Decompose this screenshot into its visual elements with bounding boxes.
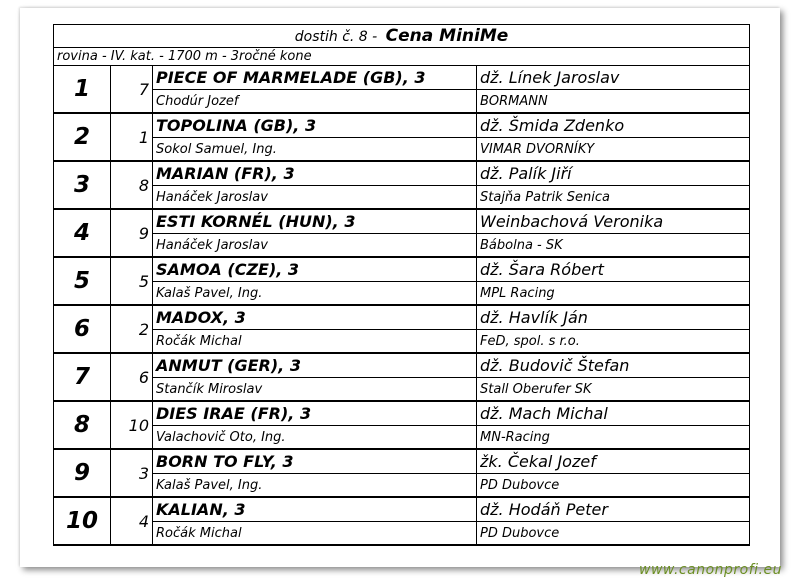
- race-label: dostih č. 8 -: [294, 29, 378, 45]
- finish-position: 3: [54, 161, 111, 209]
- result-subrow: [54, 426, 750, 450]
- owner-name: MPL Racing: [477, 282, 750, 306]
- trainer-name: Valachovič Oto, Ing.: [153, 426, 477, 450]
- result-row: [54, 449, 750, 474]
- result-subrow: [54, 474, 750, 498]
- start-number: 2: [111, 305, 153, 353]
- result-row: [54, 257, 750, 282]
- horse-name: TOPOLINA (GB), 3: [153, 113, 477, 138]
- horse-name: MARIAN (FR), 3: [153, 161, 477, 186]
- result-row: [54, 113, 750, 138]
- trainer-name: Hanáček Jaroslav: [153, 234, 477, 258]
- jockey-name: dž. Havlík Ján: [477, 305, 750, 330]
- result-subrow: [54, 138, 750, 162]
- finish-position: 10: [54, 497, 111, 545]
- trainer-name: Ročák Michal: [153, 330, 477, 354]
- finish-position: 6: [54, 305, 111, 353]
- jockey-name: dž. Budovič Štefan: [477, 353, 750, 378]
- race-title: [54, 25, 750, 48]
- owner-name: Stall Oberufer SK: [477, 378, 750, 402]
- result-subrow: [54, 234, 750, 258]
- finish-position: 9: [54, 449, 111, 497]
- horse-name: PIECE OF MARMELADE (GB), 3: [153, 66, 477, 90]
- watermark: www.canonprofi.eu: [639, 562, 782, 578]
- finish-position: 5: [54, 257, 111, 305]
- jockey-name: dž. Hodáň Peter: [477, 497, 750, 522]
- trainer-name: Stančík Miroslav: [153, 378, 477, 402]
- result-subrow: [54, 282, 750, 306]
- finish-position: 8: [54, 401, 111, 449]
- finish-position: 2: [54, 113, 111, 161]
- start-number: 8: [111, 161, 153, 209]
- jockey-name: dž. Šara Róbert: [477, 257, 750, 282]
- start-number: 3: [111, 449, 153, 497]
- finish-position: 4: [54, 209, 111, 257]
- owner-name: MN-Racing: [477, 426, 750, 450]
- jockey-name: dž. Mach Michal: [477, 401, 750, 426]
- jockey-name: dž. Palík Jiří: [477, 161, 750, 186]
- result-row: [54, 401, 750, 426]
- race-title-row: [54, 25, 750, 48]
- owner-name: PD Dubovce: [477, 474, 750, 498]
- jockey-name: Weinbachová Veronika: [477, 209, 750, 234]
- horse-name: MADOX, 3: [153, 305, 477, 330]
- start-number: 7: [111, 66, 153, 114]
- finish-position: 1: [54, 66, 111, 114]
- start-number: 5: [111, 257, 153, 305]
- start-number: 10: [111, 401, 153, 449]
- owner-name: FeD, spol. s r.o.: [477, 330, 750, 354]
- result-subrow: [54, 330, 750, 354]
- jockey-name: dž. Línek Jaroslav: [477, 66, 750, 90]
- result-row: [54, 305, 750, 330]
- owner-name: VIMAR DVORNÍKY: [477, 138, 750, 162]
- trainer-name: Sokol Samuel, Ing.: [153, 138, 477, 162]
- result-row: [54, 66, 750, 90]
- trainer-name: Kalaš Pavel, Ing.: [153, 474, 477, 498]
- owner-name: PD Dubovce: [477, 522, 750, 546]
- result-row: [54, 353, 750, 378]
- trainer-name: Ročák Michal: [153, 522, 477, 546]
- result-row: [54, 209, 750, 234]
- race-name: Cena MiniMe: [385, 26, 509, 46]
- trainer-name: Chodúr Jozef: [153, 90, 477, 114]
- result-subrow: [54, 378, 750, 402]
- horse-name: KALIAN, 3: [153, 497, 477, 522]
- results-table: [53, 24, 750, 546]
- horse-name: SAMOA (CZE), 3: [153, 257, 477, 282]
- horse-name: ESTI KORNÉL (HUN), 3: [153, 209, 477, 234]
- owner-name: BORMANN: [477, 90, 750, 114]
- owner-name: Bábolna - SK: [477, 234, 750, 258]
- horse-name: DIES IRAE (FR), 3: [153, 401, 477, 426]
- start-number: 6: [111, 353, 153, 401]
- result-row: [54, 161, 750, 186]
- start-number: 4: [111, 497, 153, 545]
- result-subrow: [54, 186, 750, 210]
- jockey-name: žk. Čekal Jozef: [477, 449, 750, 474]
- result-subrow: [54, 90, 750, 114]
- owner-name: Stajňa Patrik Senica: [477, 186, 750, 210]
- start-number: 1: [111, 113, 153, 161]
- horse-name: ANMUT (GER), 3: [153, 353, 477, 378]
- start-number: 9: [111, 209, 153, 257]
- trainer-name: Kalaš Pavel, Ing.: [153, 282, 477, 306]
- finish-position: 7: [54, 353, 111, 401]
- race-conditions: rovina - IV. kat. - 1700 m - 3ročné kone: [54, 48, 750, 66]
- trainer-name: Hanáček Jaroslav: [153, 186, 477, 210]
- race-conditions-row: [54, 48, 750, 66]
- jockey-name: dž. Šmida Zdenko: [477, 113, 750, 138]
- result-row: [54, 497, 750, 522]
- horse-name: BORN TO FLY, 3: [153, 449, 477, 474]
- result-subrow: [54, 522, 750, 546]
